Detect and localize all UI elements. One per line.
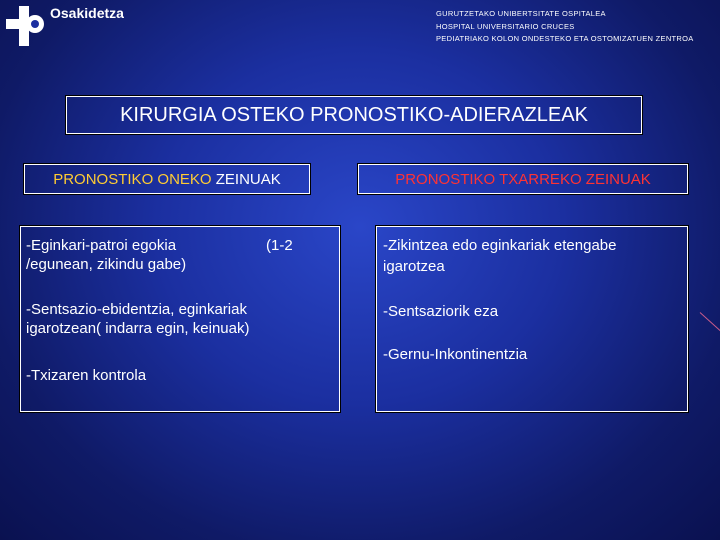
list-item: -Sentsaziorik eza <box>383 303 499 320</box>
list-item: -Txizaren kontrola <box>26 367 147 384</box>
bad-prognosis-heading <box>358 164 688 194</box>
list-item: -Zikintzea edo eginkariak etengabe <box>383 237 617 254</box>
list-item: /egunean, zikindu gabe) <box>26 256 187 273</box>
list-item: igarotzea <box>383 258 445 275</box>
list-item: -Eginkari-patroi egokia <box>26 237 177 254</box>
hospital-line: PEDIATRIAKO KOLON ONDESTEKO ETA OSTOMIZATUEN ZENTROA <box>436 34 694 43</box>
brand-name: Osakidetza <box>50 5 124 21</box>
slide-title: KIRURGIA OSTEKO PRONOSTIKO-ADIERAZLEAK <box>66 96 642 134</box>
bad-heading-text: PRONOSTIKO TXARREKO ZEINUAK <box>395 170 651 188</box>
decorative-line <box>700 312 720 340</box>
hospital-line: HOSPITAL UNIVERSITARIO CRUCES <box>436 21 575 31</box>
list-item: igarotzean( indarra egin, keinuak) <box>26 320 250 337</box>
list-item: -Sentsazio-ebidentzia, eginkariak <box>26 301 247 318</box>
list-item: (1-2 <box>266 237 293 254</box>
list-item: -Gernu-Inkontinentzia <box>383 346 528 363</box>
good-prognosis-heading <box>24 164 310 194</box>
hospital-header <box>436 8 694 46</box>
good-heading-rest: ZEINUAK <box>211 170 281 188</box>
good-heading-highlight: PRONOSTIKO ONEKO <box>53 170 212 188</box>
hospital-line: GURUTZETAKO UNIBERTSITATE OSPITALEA <box>436 9 606 18</box>
osakidetza-logo-icon <box>4 4 48 48</box>
